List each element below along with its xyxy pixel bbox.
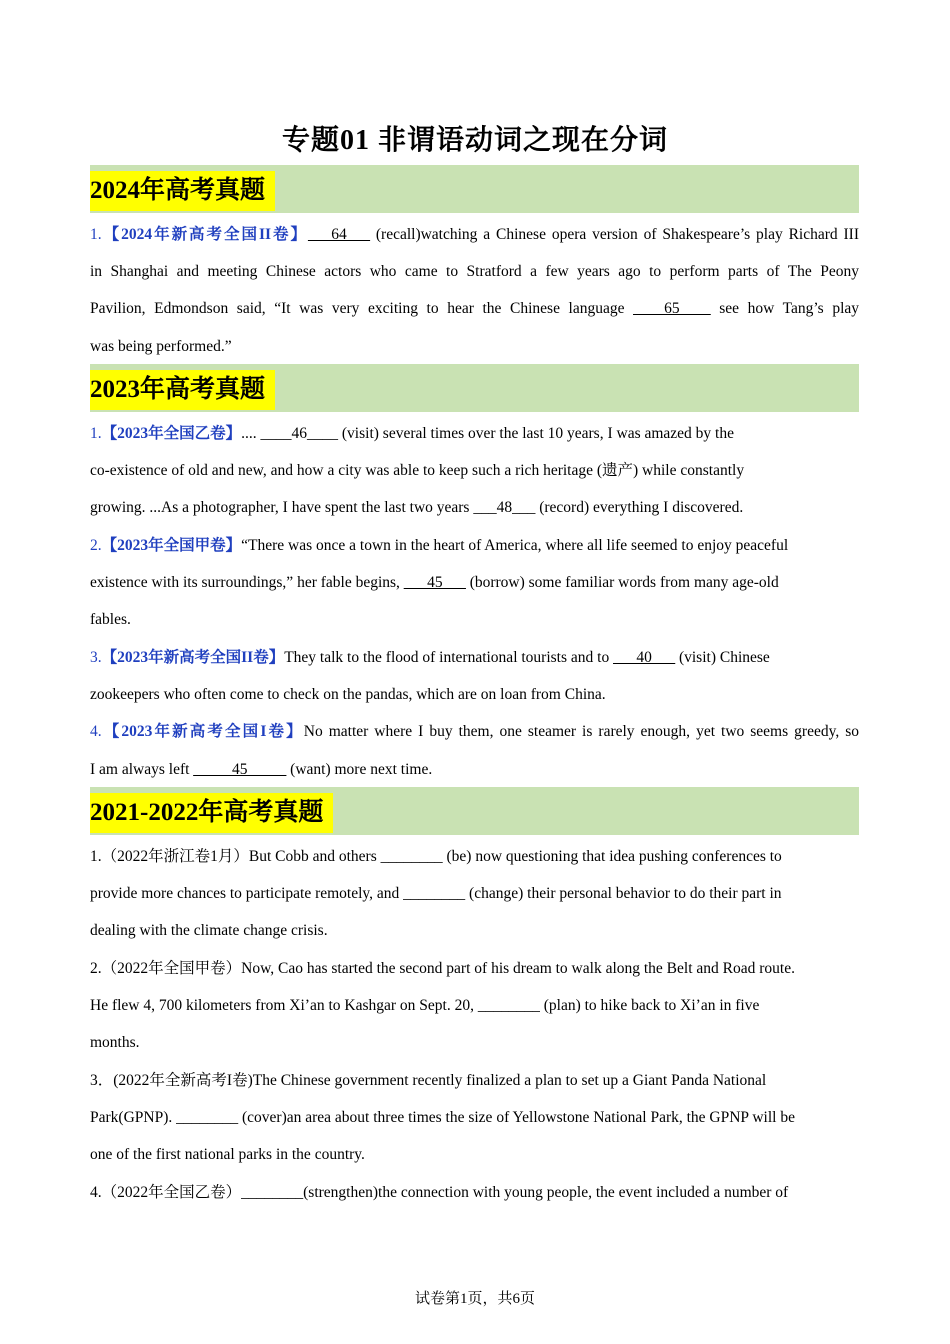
question-2022-line-9: one of the first national parks in the country. (90, 1146, 365, 1163)
question-2023-2-line-1 (90, 536, 859, 556)
question-source: 【2023年新高考全国I卷】 (101, 723, 304, 740)
section-header-2024 (90, 165, 859, 213)
question-2024-1-line-4: was being performed.” (90, 338, 232, 355)
question-text: “There was once a town in the heart of America, where all life seemed to enjoy peaceful (241, 537, 789, 554)
question-2023-3-line-2: zookeepers who often come to check on the pandas, which are on loan from China. (90, 686, 606, 703)
question-2023-2-line-3: fables. (90, 611, 131, 628)
section-heading-2024: 2024年高考真题 (90, 171, 275, 211)
question-text: existence with its surroundings,” her fable begins, (90, 574, 404, 591)
question-text: No matter where I buy them, one steamer is rarely enough, yet two seems greedy, so (303, 723, 859, 740)
question-number: 4. (90, 723, 102, 740)
question-source: 【2023年全国乙卷】 (101, 425, 242, 442)
question-2023-3-line-1 (90, 648, 859, 668)
question-text: (recall)watching a Chinese opera version of Shakespeare’s play Richard III (370, 226, 859, 243)
question-2023-4-line-1 (90, 722, 859, 742)
question-source: 【2024年新高考全国II卷】 (101, 226, 309, 243)
question-text: I am always left (90, 761, 194, 778)
section-header-2021-2022 (90, 787, 859, 835)
question-2023-1-line-3: growing. ...As a photographer, I have spent the last two years ___48___ (record) everything I discovered. (90, 499, 744, 516)
answer-blank: ___40___ (613, 649, 676, 666)
question-2022-line-7: 3．(2022年全新高考I卷)The Chinese government recently finalized a plan to set up a Giant Panda National (90, 1072, 767, 1089)
question-number: 1. (90, 425, 102, 442)
question-2022-line-4: 2.（2022年全国甲卷）Now, Cao has started the second part of his dream to walk along the Belt and Road route. (90, 960, 795, 977)
question-text: They talk to the flood of international tourists and to (284, 649, 614, 666)
answer-blank: ___64___ (308, 226, 371, 243)
question-text: see how Tang’s play (710, 300, 859, 317)
question-source: 【2023年全国甲卷】 (101, 537, 242, 554)
question-2023-2-line-2 (90, 573, 859, 593)
question-2022-line-3: dealing with the climate change crisis. (90, 922, 328, 939)
question-number: 1. (90, 226, 102, 243)
question-2023-4-line-2 (90, 760, 859, 780)
question-2023-1-line-1 (90, 424, 859, 444)
question-2024-1-line-1 (90, 225, 859, 245)
question-2024-1-line-2: in Shanghai and meeting Chinese actors who came to Stratford a few years ago to perform parts of The Peony (90, 263, 859, 280)
section-header-2023 (90, 364, 859, 412)
question-text: Pavilion, Edmondson said, “It was very exciting to hear the Chinese language (90, 300, 634, 317)
page-title: 专题01 非谓语动词之现在分词 (281, 125, 668, 156)
question-2022-line-1: 1.（2022年浙江卷1月）But Cobb and others ________ (be) now questioning that idea pushing conferences to (90, 848, 782, 865)
question-2022-line-5: He flew 4, 700 kilometers from Xi’an to Kashgar on Sept. 20, ________ (plan) to hike back to Xi’an in five (90, 997, 760, 1014)
question-text: (want) more next time. (286, 761, 433, 778)
question-number: 2. (90, 537, 102, 554)
question-number: 3. (90, 649, 102, 666)
question-source: 【2023年新高考全国II卷】 (101, 649, 285, 666)
question-2022-line-6: months. (90, 1034, 140, 1051)
question-text: .... ____46____ (visit) several times over the last 10 years, I was amazed by the (241, 425, 734, 442)
answer-blank: ___45___ (403, 574, 466, 591)
page-footer: 试卷第1页，共6页 (414, 1291, 535, 1307)
section-heading-2021-2022: 2021-2022年高考真题 (90, 793, 333, 833)
question-2023-1-line-2: co-existence of old and new, and how a city was able to keep such a rich heritage (遗产) while constantly (90, 462, 745, 479)
question-text: (borrow) some familiar words from many age-old (465, 574, 779, 591)
question-2022-line-10: 4.（2022年全国乙卷）________(strengthen)the connection with young people, the event included a number of (90, 1184, 789, 1201)
question-2024-1-line-3 (90, 299, 859, 319)
answer-blank: _____45_____ (193, 761, 287, 778)
question-text: (visit) Chinese (675, 649, 770, 666)
question-2022-line-8: Park(GPNP). ________ (cover)an area about three times the size of Yellowstone National Park, the GPNP will be (90, 1109, 795, 1126)
answer-blank: ____65____ (633, 300, 711, 317)
question-2022-line-2: provide more chances to participate remotely, and ________ (change) their personal behavior to do their part in (90, 885, 782, 902)
section-heading-2023: 2023年高考真题 (90, 370, 275, 410)
